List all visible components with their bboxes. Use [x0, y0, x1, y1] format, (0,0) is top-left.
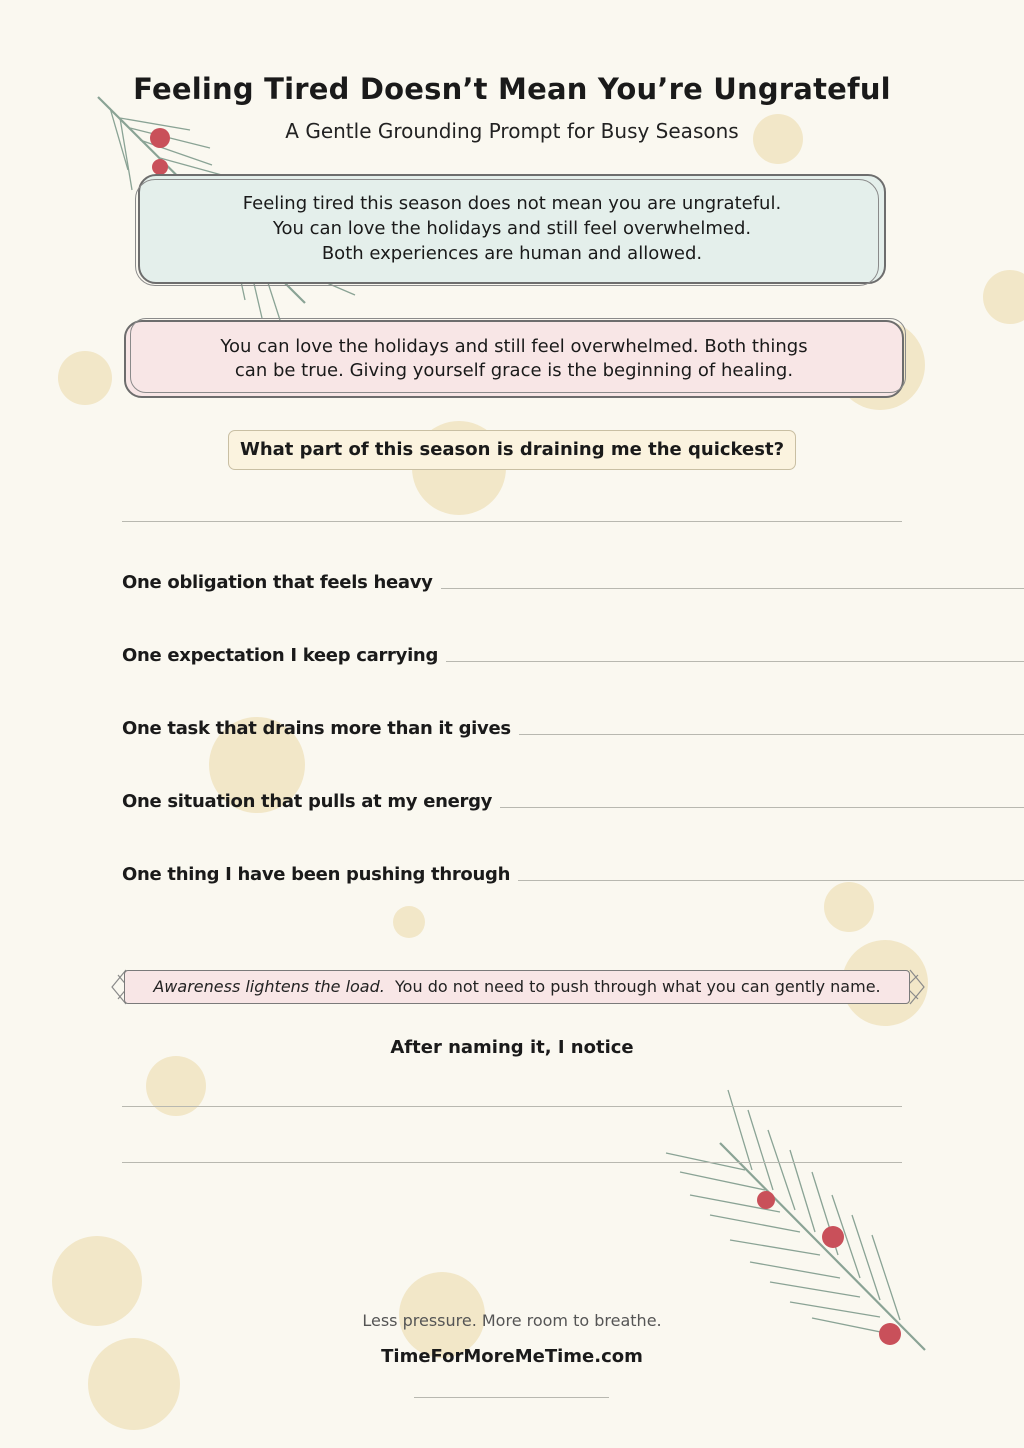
after-heading: After naming it, I notice: [390, 1037, 634, 1058]
prompt-answer-line[interactable]: [518, 880, 1024, 881]
intro-line-1: Feeling tired this season does not mean you are ungrateful.: [242, 193, 782, 214]
prompt-answer-line[interactable]: [500, 807, 1024, 808]
prompt-answer-line[interactable]: [441, 588, 1024, 589]
after-answer-line-1[interactable]: [122, 1106, 902, 1107]
prompt-label: One task that drains more than it gives: [122, 718, 511, 739]
grace-box: [124, 320, 904, 398]
prompt-label: One thing I have been pushing through: [122, 864, 511, 885]
after-answer-line-2[interactable]: [122, 1162, 902, 1163]
intro-line-2: You can love the holidays and still feel overwhelmed.: [272, 218, 752, 239]
footer-divider: [414, 1397, 609, 1398]
quote-ribbon: [124, 970, 910, 1004]
main-question: What part of this season is draining me the quickest?: [228, 430, 796, 470]
prompt-label: One expectation I keep carrying: [122, 645, 439, 666]
footer-site[interactable]: TimeForMoreMeTime.com: [381, 1346, 643, 1367]
prompt-row: [122, 791, 1024, 812]
answer-line-main[interactable]: [122, 521, 902, 522]
prompt-row: [122, 864, 1024, 885]
prompt-label: One situation that pulls at my energy: [122, 791, 493, 812]
prompt-row: [122, 645, 1024, 666]
page-title: Feeling Tired Doesn’t Mean You’re Ungrateful: [133, 72, 891, 106]
prompt-answer-line[interactable]: [519, 734, 1024, 735]
dot-circles: [52, 114, 1024, 1430]
footer-tagline: Less pressure. More room to breathe.: [362, 1311, 662, 1330]
intro-line-3: Both experiences are human and allowed.: [321, 243, 703, 264]
quote-emphasis: Awareness lightens the load.: [153, 977, 385, 996]
intro-box: [138, 174, 886, 284]
quote-rest: You do not need to push through what you can gently name.: [395, 977, 881, 996]
prompt-row: [122, 572, 1024, 593]
prompt-answer-line[interactable]: [446, 661, 1024, 662]
grace-text: You can love the holidays and still feel overwhelmed. Both things can be true. Giving yourself grace is the beginning of healing.: [220, 336, 808, 381]
page-subtitle: A Gentle Grounding Prompt for Busy Seasons: [285, 119, 739, 143]
prompt-row: [122, 718, 1024, 739]
prompt-label: One obligation that feels heavy: [122, 572, 433, 593]
